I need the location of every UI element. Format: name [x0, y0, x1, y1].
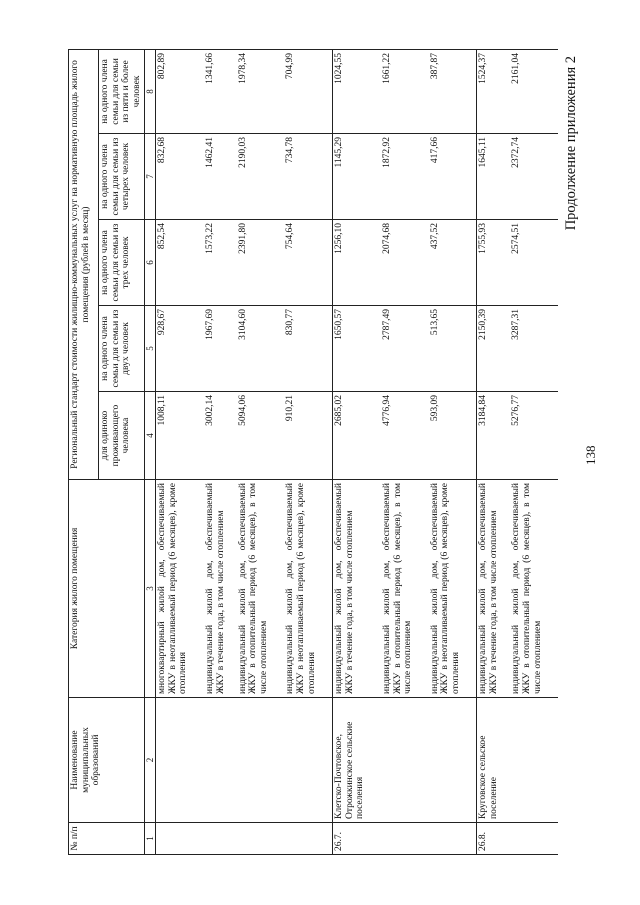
row-name: [510, 698, 558, 823]
row-value: 2685,02: [333, 392, 381, 480]
row-category: индивидуальный жилой дом, обеспечиваемый ЖКУ в течение года, в том числе отоплением: [204, 480, 237, 698]
row-value: 1573,22: [204, 220, 237, 306]
tariff-table: [68, 49, 558, 855]
row-value: 910,21: [284, 392, 332, 480]
header-name: Наименование муниципальных образований: [69, 698, 145, 823]
row-value: 704,99: [284, 49, 332, 133]
row-value: 1978,34: [237, 49, 285, 133]
row-value: 1967,69: [204, 306, 237, 392]
row-value: 2150,39: [477, 306, 510, 392]
table-row: [204, 49, 237, 854]
row-category: индивидуальный жилой дом, обеспечиваемый ЖКУ в неотапливаемый период (6 месяцев), кроме отопления: [284, 480, 332, 698]
row-name: Клетско-Почтовское, Отрожкинское сельские поселения: [333, 698, 381, 823]
appendix-label: Продолжение приложения 2: [563, 56, 579, 231]
row-value: 832,68: [156, 134, 204, 220]
table-row: [284, 49, 332, 854]
row-value: 2190,03: [237, 134, 285, 220]
row-category: индивидуальный жилой дом, обеспечиваемый ЖКУ в течение года, в том числе отоплением: [333, 480, 381, 698]
row-value: 734,78: [284, 134, 332, 220]
col-number: 2: [145, 698, 156, 823]
row-value: 387,87: [429, 49, 477, 133]
page-number: 138: [583, 445, 598, 465]
row-num: [284, 823, 332, 855]
table-row: [381, 49, 429, 854]
row-value: 2787,49: [381, 306, 429, 392]
row-category: индивидуальный жилой дом, обеспечиваемый ЖКУ в отопительный период (6 месяцев), в том числе отоплением: [381, 480, 429, 698]
row-value: 1008,11: [156, 392, 204, 480]
row-value: 802,89: [156, 49, 204, 133]
row-name: [381, 698, 429, 823]
row-num: [381, 823, 429, 855]
header-num: № п/п: [69, 823, 145, 855]
row-value: 437,52: [429, 220, 477, 306]
row-name: Круговское сельское поселение: [477, 698, 510, 823]
row-category: многоквартирный жилой дом, обеспечиваемый ЖКУ в неотапливаемый период (6 месяцев), кроме отопления: [156, 480, 204, 698]
row-value: 2574,51: [510, 220, 558, 306]
row-value: 830,77: [284, 306, 332, 392]
row-value: 1872,92: [381, 134, 429, 220]
row-num: [429, 823, 477, 855]
col-number: 7: [145, 134, 156, 220]
col-number: 3: [145, 480, 156, 698]
row-num: [204, 823, 237, 855]
row-value: 1645,11: [477, 134, 510, 220]
row-name: [156, 698, 204, 823]
col-number: 5: [145, 306, 156, 392]
row-value: 1524,37: [477, 49, 510, 133]
header-col-4: для одиноко проживающего человека: [99, 392, 145, 480]
row-category: индивидуальный жилой дом, обеспечиваемый ЖКУ в отопительный период (6 месяцев), в том числе отоплением: [237, 480, 285, 698]
col-number: 1: [145, 823, 156, 855]
row-name: [284, 698, 332, 823]
row-category: индивидуальный жилой дом, обеспечиваемый ЖКУ в неотапливаемый период (6 месяцев), кроме отопления: [429, 480, 477, 698]
row-num: 26.8.: [477, 823, 510, 855]
row-num: 26.7.: [333, 823, 381, 855]
row-value: 5276,77: [510, 392, 558, 480]
table-row: [237, 49, 285, 854]
row-value: 2074,68: [381, 220, 429, 306]
row-value: 1462,41: [204, 134, 237, 220]
row-value: 1024,55: [333, 49, 381, 133]
header-col-5: на одного члена семьи для семьи из двух человек: [99, 306, 145, 392]
row-value: 1661,22: [381, 49, 429, 133]
row-num: [156, 823, 204, 855]
row-value: 2372,74: [510, 134, 558, 220]
table-row: [156, 49, 204, 854]
row-name: [204, 698, 237, 823]
header-col-7: на одного члена семьи для семьи из четырех человек: [99, 134, 145, 220]
row-value: 852,54: [156, 220, 204, 306]
row-value: 4776,94: [381, 392, 429, 480]
row-value: 5094,06: [237, 392, 285, 480]
row-value: 513,65: [429, 306, 477, 392]
row-value: 1341,66: [204, 49, 237, 133]
row-name: [429, 698, 477, 823]
col-number: 6: [145, 220, 156, 306]
header-col-6: на одного члена семьи для семьи из трех человек: [99, 220, 145, 306]
row-value: 3287,31: [510, 306, 558, 392]
header-col-8: на одного члена семьи для семьи из пяти и более человек: [99, 49, 145, 133]
table-row: [510, 49, 558, 854]
row-num: [237, 823, 285, 855]
row-value: 1256,10: [333, 220, 381, 306]
header-category: Категория жилого помещения: [69, 480, 145, 698]
row-value: 2161,04: [510, 49, 558, 133]
row-category: индивидуальный жилой дом, обеспечиваемый ЖКУ в отопительный период (6 месяцев), в том числе отоплением: [510, 480, 558, 698]
row-value: 1650,57: [333, 306, 381, 392]
header-standard: Региональный стандарт стоимости жилищно-коммунальных услуг на нормативную площадь жилого помещения (рублей в месяц): [69, 49, 99, 479]
row-value: 754,64: [284, 220, 332, 306]
table-row: [333, 49, 381, 854]
row-value: 1145,29: [333, 134, 381, 220]
row-value: 417,66: [429, 134, 477, 220]
row-name: [237, 698, 285, 823]
col-number: 8: [145, 49, 156, 133]
col-number: 4: [145, 392, 156, 480]
row-value: 2391,80: [237, 220, 285, 306]
row-value: 3184,84: [477, 392, 510, 480]
row-value: 3104,60: [237, 306, 285, 392]
row-num: [510, 823, 558, 855]
table-row: [429, 49, 477, 854]
row-category: индивидуальный жилой дом, обеспечиваемый ЖКУ в течение года, в том числе отоплением: [477, 480, 510, 698]
row-value: 1755,93: [477, 220, 510, 306]
row-value: 928,67: [156, 306, 204, 392]
row-value: 593,09: [429, 392, 477, 480]
row-value: 3002,14: [204, 392, 237, 480]
table-row: [477, 49, 510, 854]
